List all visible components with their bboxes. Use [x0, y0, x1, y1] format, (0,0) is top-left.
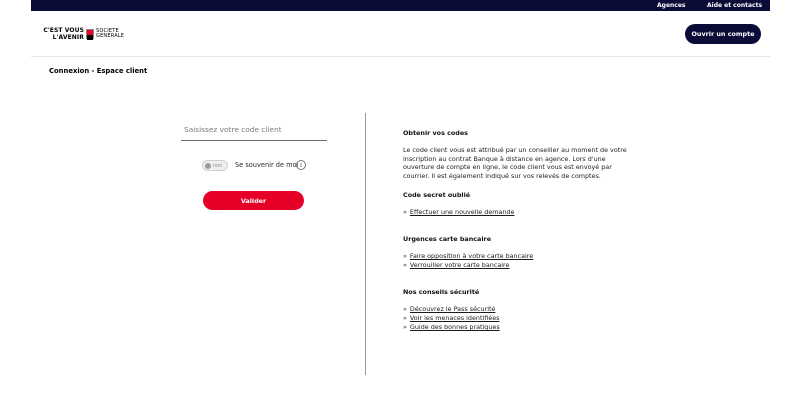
- code-secret-heading: Code secret oublié: [403, 191, 471, 199]
- obtenir-codes-heading: Obtenir vos codes: [403, 129, 468, 137]
- conseils-securite-heading: Nos conseils sécurité: [403, 288, 480, 296]
- chevron-right-icon: »: [403, 252, 407, 260]
- vertical-divider: [365, 113, 366, 375]
- page-title: Connexion - Espace client: [49, 67, 148, 75]
- chevron-right-icon: »: [403, 208, 407, 216]
- chevron-right-icon: »: [403, 314, 407, 322]
- header-divider: [31, 56, 770, 57]
- chevron-right-icon: »: [403, 261, 407, 269]
- link-label: Découvrez le Pass sécurité: [409, 305, 496, 313]
- logo-slogan[interactable]: [39, 28, 84, 41]
- societe-generale-logo-icon[interactable]: [86, 29, 94, 39]
- chevron-right-icon: »: [403, 305, 407, 313]
- remember-me-toggle[interactable]: [202, 160, 228, 171]
- brand-line-2: GENERALE: [96, 33, 125, 40]
- validate-button[interactable]: Valider: [203, 191, 304, 210]
- link-label: Voir les menaces identifiées: [409, 314, 500, 322]
- slogan-line-2: L'AVENIR: [52, 33, 84, 41]
- top-utility-bar: [31, 0, 770, 11]
- obtenir-codes-text: Le code client vous est attribué par un conseiller au moment de votre inscription au contrat Banque à distance en agence. Lors d'une ouverture de compte en ligne, le code client vous est envoyé par courrier. Il est également indiqué sur vos relevés de comptes.: [403, 146, 627, 181]
- info-icon[interactable]: i: [296, 160, 306, 170]
- brand-line-1: SOCIETE: [96, 28, 119, 34]
- best-practices-link[interactable]: [403, 323, 500, 331]
- pass-securite-link[interactable]: [403, 305, 495, 313]
- open-account-button[interactable]: Ouvrir un compte: [685, 24, 761, 44]
- lock-card-link[interactable]: [403, 261, 509, 269]
- threats-link[interactable]: [403, 314, 499, 322]
- client-code-input[interactable]: [181, 118, 327, 141]
- link-label: Faire opposition à votre carte bancaire: [409, 252, 534, 260]
- link-label: Guide des bonnes pratiques: [409, 323, 500, 331]
- toggle-knob: [205, 163, 211, 169]
- new-request-link[interactable]: [403, 208, 514, 216]
- agences-link[interactable]: Agences: [657, 2, 686, 9]
- opposition-card-link[interactable]: [403, 252, 533, 260]
- chevron-right-icon: »: [403, 323, 407, 331]
- link-label: Verrouiller votre carte bancaire: [409, 261, 510, 269]
- remember-me-label: Se souvenir de moi: [235, 161, 299, 169]
- urgences-heading: Urgences carte bancaire: [403, 235, 492, 243]
- logo-brand-name[interactable]: [96, 29, 124, 39]
- slogan-line-1: C'EST VOUS: [43, 27, 84, 34]
- aide-contacts-link[interactable]: Aide et contacts: [707, 2, 763, 9]
- toggle-state-label: non: [213, 162, 223, 169]
- link-label: Effectuer une nouvelle demande: [409, 208, 515, 216]
